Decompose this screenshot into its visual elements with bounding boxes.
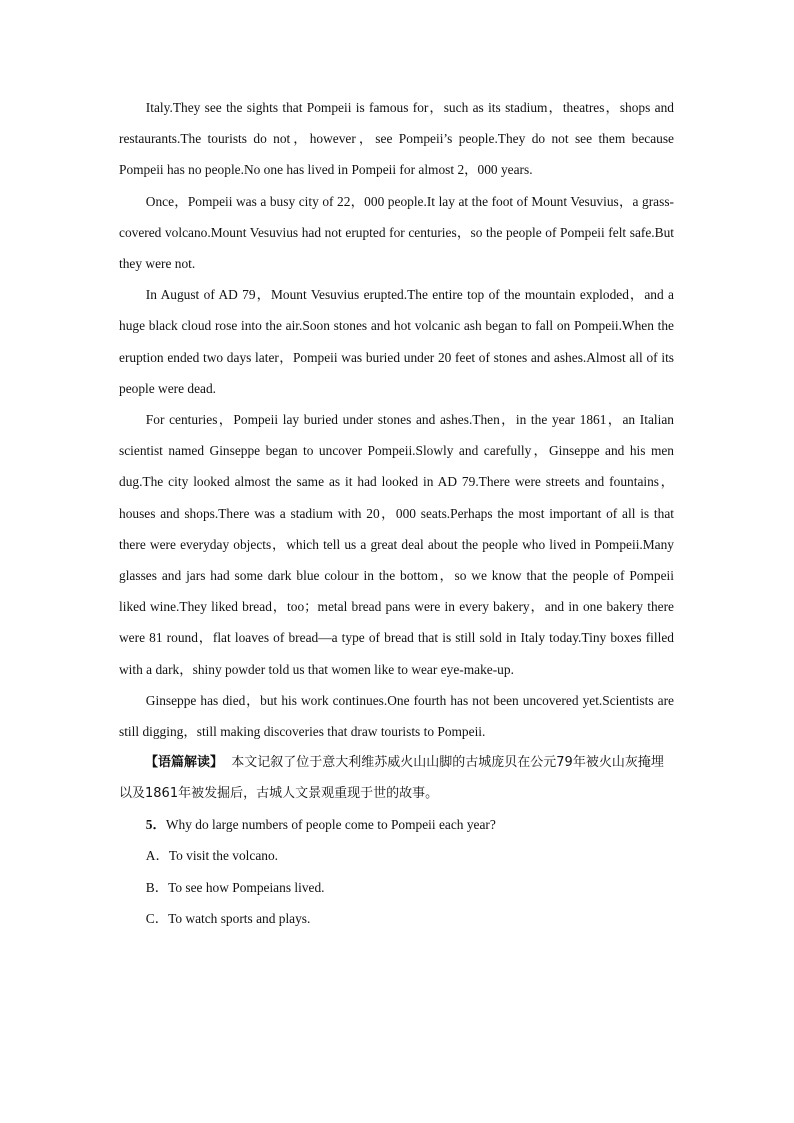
- question: [119, 809, 674, 840]
- document-page: [119, 92, 674, 934]
- analysis-label: 【语篇解读】: [145, 755, 224, 771]
- analysis-text: 本文记叙了位于意大利维苏威火山山脚的古城庞贝在公元79年被火山灰掩埋以及1861年被发掘后，古城人文景观重现于世的故事。: [119, 755, 664, 802]
- passage-paragraph-3: In August of AD 79，Mount Vesuvius erupted.The entire top of the mountain exploded，and a huge black cloud rose into the air.Soon stones and hot volcanic ash began to fall on Pompeii.When the eruption ended two days later，Pompeii was buried under 20 feet of stones and ashes.Almost all of its people were dead.: [119, 287, 674, 396]
- passage-paragraph-2: Once，Pompeii was a busy city of 22，000 people.It lay at the foot of Mount Vesuvius，a grass-covered volcano.Mount Vesuvius had not erupted for centuries，so the people of Pompeii felt safe.But they were not.: [119, 193, 674, 272]
- passage-paragraph-1: Italy.They see the sights that Pompeii is famous for，such as its stadium，theatres，shops and restaurants.The tourists do not，however，see Pompeii’s people.They do not see them because Pompeii has no people.No one has lived in Pompeii for almost 2，000 years.: [119, 100, 674, 178]
- passage-paragraph-5: Ginseppe has died，but his work continues.One fourth has not been uncovered yet.Scientists are still digging，still making discoveries that draw tourists to Pompeii.: [119, 692, 674, 740]
- question-number: 5．: [145, 817, 166, 833]
- passage-paragraph-4: For centuries，Pompeii lay buried under stones and ashes.Then，in the year 1861，an Italian scientist named Ginseppe began to uncover Pompeii.Slowly and carefully，Ginseppe and his men dug.The city looked almost the same as it had looked in AD 79.There were streets and fountains，houses and shops.There was a stadium with 20，000 seats.Perhaps the most important of all is that there were everyday objects，which tell us a great deal about the people who lived in Pompeii.Many glasses and jars had some dark blue colour in the bottom，so we know that the people of Pompeii liked wine.They liked bread，too；metal bread pans were in every bakery，and in one bakery there were 81 round，flat loaves of bread—a type of bread that is still sold in Italy today.Tiny boxes filled with a dark，shiny powder told us that women like to wear eye-make-up.: [119, 412, 674, 677]
- option-a: A．To visit the volcano.: [145, 848, 279, 864]
- option-b: B．To see how Pompeians lived.: [145, 879, 325, 895]
- passage-analysis: [119, 747, 674, 809]
- question-text: Why do large numbers of people come to Pompeii each year?: [165, 817, 496, 833]
- option-c: C．To watch sports and plays.: [145, 910, 311, 926]
